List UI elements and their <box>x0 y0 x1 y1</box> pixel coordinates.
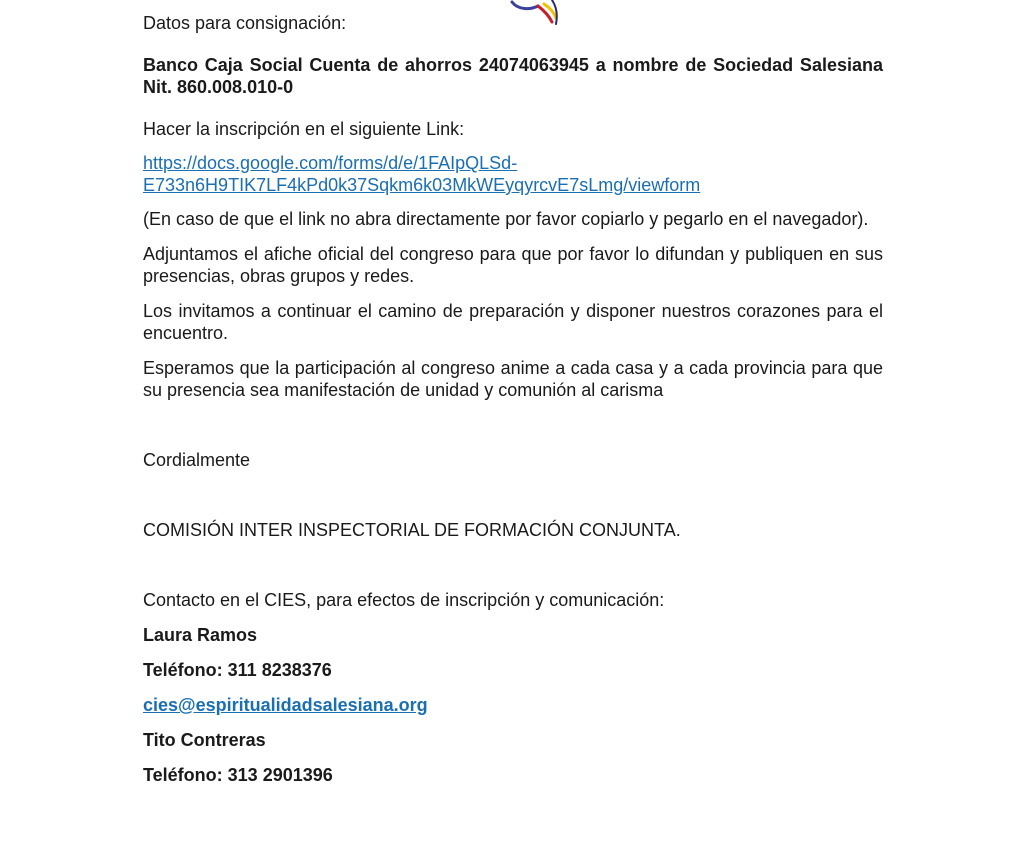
contact-email-paragraph <box>143 694 883 716</box>
registration-intro: Hacer la inscripción en el siguiente Link: <box>143 119 465 139</box>
invitation-paragraph: Los invitamos a continuar el camino de preparación y disponer nuestros corazones para el encuentro. <box>143 301 883 343</box>
form-link-paragraph <box>143 152 883 196</box>
form-link-line-1[interactable]: https://docs.google.com/forms/d/e/1FAIpQLSd- <box>143 153 518 173</box>
contact-name-tito: Tito Contreras <box>143 730 266 750</box>
contact-intro: Contacto en el CIES, para efectos de inscripción y comunicación: <box>143 590 665 610</box>
datos-label: Datos para consignación: <box>143 13 347 33</box>
contact-phone-tito: Teléfono: 313 2901396 <box>143 765 333 785</box>
contact-phone-laura: Teléfono: 311 8238376 <box>143 660 332 680</box>
link-note: (En caso de que el link no abra directamente por favor copiarlo y pegarlo en el navegador). <box>143 209 869 229</box>
logo-blue-stroke <box>512 2 538 9</box>
hope-paragraph: Esperamos que la participación al congreso anime a cada casa y a cada provincia para que su presencia sea manifestación de unidad y comunión al carisma <box>143 358 883 400</box>
poster-paragraph: Adjuntamos el afiche oficial del congreso para que por favor lo difundan y publiquen en sus presencias, obras grupos y redes. <box>143 244 883 286</box>
signature-commission: COMISIÓN INTER INSPECTORIAL DE FORMACIÓN CONJUNTA. <box>143 520 681 540</box>
closing-salutation: Cordialmente <box>143 450 251 470</box>
letter-body <box>143 12 883 786</box>
form-link-line-2[interactable]: E733n6H9TIK7LF4kPd0k37Sqkm6k03MkWEyqyrcvE7sLmg/viewform <box>143 175 701 195</box>
contact-email-link[interactable]: cies@espiritualidadsalesiana.org <box>143 695 428 715</box>
bank-account-info: Banco Caja Social Cuenta de ahorros 24074063945 a nombre de Sociedad Salesiana Nit. 860.008.010-0 <box>143 55 883 97</box>
contact-name-laura: Laura Ramos <box>143 625 258 645</box>
